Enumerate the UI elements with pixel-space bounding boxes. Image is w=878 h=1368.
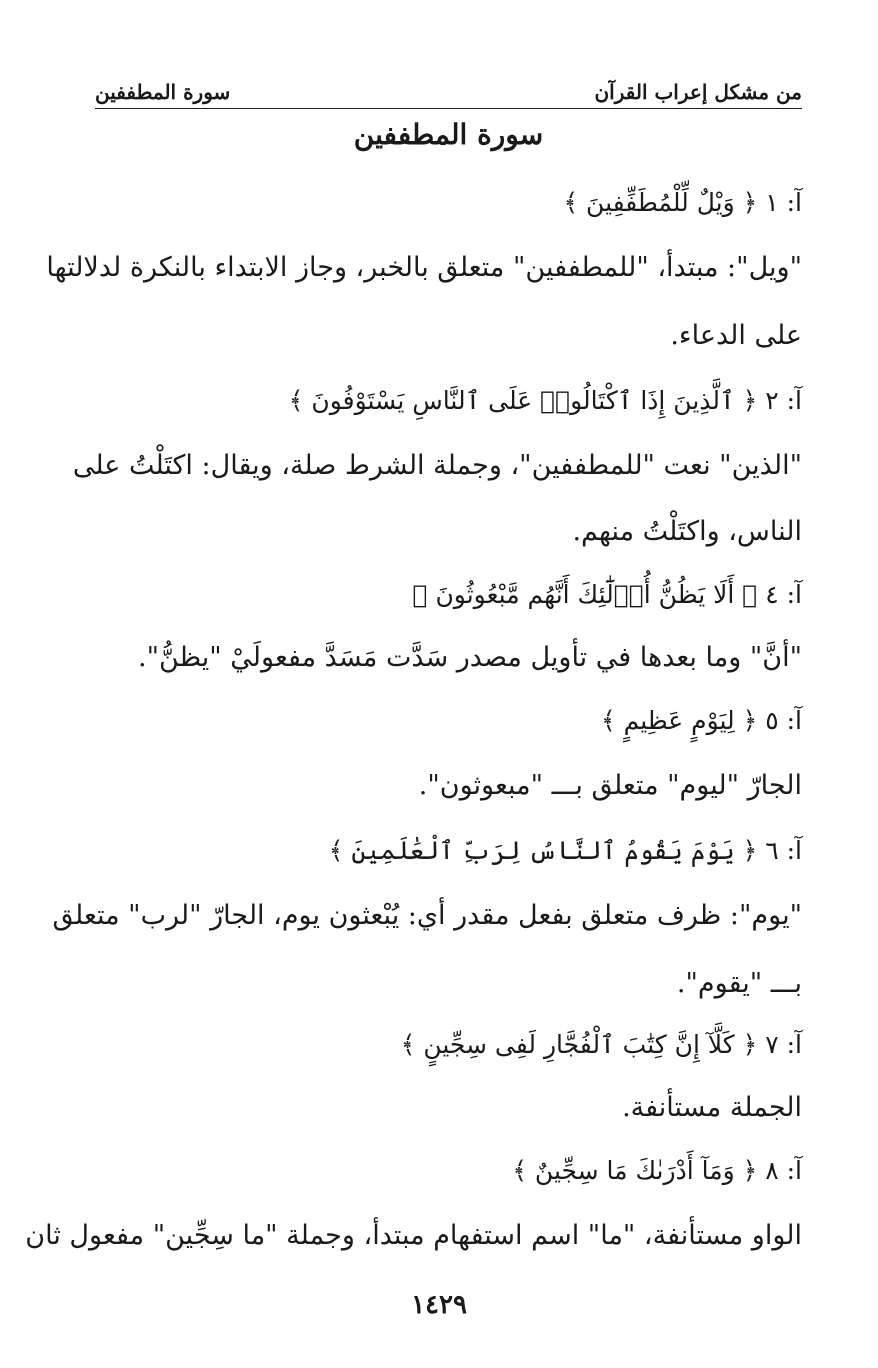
verse-reference: آ: ٥ [765, 706, 802, 735]
header-surah-name: سورة المطففين [95, 80, 231, 104]
verse-heading [413, 580, 803, 609]
quran-verse: ﴿ لِيَوْمٍ عَظِيمٍ ﴾ [600, 706, 758, 735]
verse-heading [512, 1156, 802, 1185]
verse-reference: آ: ٨ [765, 1156, 802, 1185]
commentary-line: الجملة مستأنفة. [622, 1092, 802, 1123]
verse-heading [601, 706, 802, 735]
commentary-line: الجارّ "ليوم" متعلق بـــ "مبعوثون". [418, 770, 802, 801]
page-number: ١٤٢٩ [411, 1290, 467, 1320]
commentary-line: "أنَّ" وما بعدها في تأويل مصدر سَدَّت مَسَدَّ مفعولَيْ "يظنُّ". [138, 642, 802, 673]
commentary-line: الواو مستأنفة، "ما" اسم استفهام مبتدأ، وجملة "ما سِجِّين" مفعول ثان [25, 1220, 802, 1251]
quran-verse: ﴿ أَلَا يَظُنُّ أُو۟لَٰٓئِكَ أَنَّهُم مَّبْعُوثُونَ ﴾ [412, 580, 758, 609]
verse-reference: آ: ٧ [765, 1030, 802, 1059]
header-book-title: من مشكل إعراب القرآن [594, 80, 802, 104]
verse-reference: آ: ٤ [765, 580, 802, 609]
commentary-line: "ويل": مبتدأ، "للمطففين" متعلق بالخبر، وجاز الابتداء بالنكرة لدلالتها [46, 252, 802, 283]
commentary-line: "الذين" نعت "للمطففين"، وجملة الشرط صلة، ويقال: اكتَلْتُ على [72, 450, 802, 481]
commentary-line: الناس، واكتَلْتُ منهم. [572, 516, 802, 547]
verse-reference: آ: ٦ [765, 836, 802, 865]
verse-heading [329, 836, 802, 865]
quran-verse: ﴿ كَلَّآ إِنَّ كِتَٰبَ ٱلْفُجَّارِ لَفِى سِجِّينٍ ﴾ [400, 1030, 758, 1059]
commentary-line: على الدعاء. [670, 320, 802, 351]
surah-title: سورة المطففين [353, 118, 544, 151]
quran-verse: ﴿ وَمَآ أَدْرَىٰكَ مَا سِجِّينٌ ﴾ [512, 1156, 758, 1185]
verse-heading [401, 1030, 802, 1059]
verse-reference: آ: ١ [765, 188, 802, 217]
commentary-line: "يوم": ظرف متعلق بفعل مقدر أي: يُبْعثون يوم، الجارّ "لرب" متعلق [52, 900, 802, 931]
commentary-line: بـــ "يقوم". [676, 968, 802, 999]
running-header [95, 76, 802, 109]
verse-heading [563, 188, 802, 217]
quran-verse: ﴿ يَوْمَ يَقُومُ ٱلنَّاسُ لِرَبِّ ٱلْعَٰلَمِينَ ﴾ [328, 836, 758, 865]
verse-heading [289, 386, 802, 415]
verse-reference: آ: ٢ [765, 386, 802, 415]
quran-verse: ﴿ وَيْلٌ لِّلْمُطَفِّفِينَ ﴾ [563, 188, 758, 217]
quran-verse: ﴿ ٱلَّذِينَ إِذَا ٱكْتَالُوا۟ عَلَى ٱلنَّاسِ يَسْتَوْفُونَ ﴾ [288, 386, 758, 415]
